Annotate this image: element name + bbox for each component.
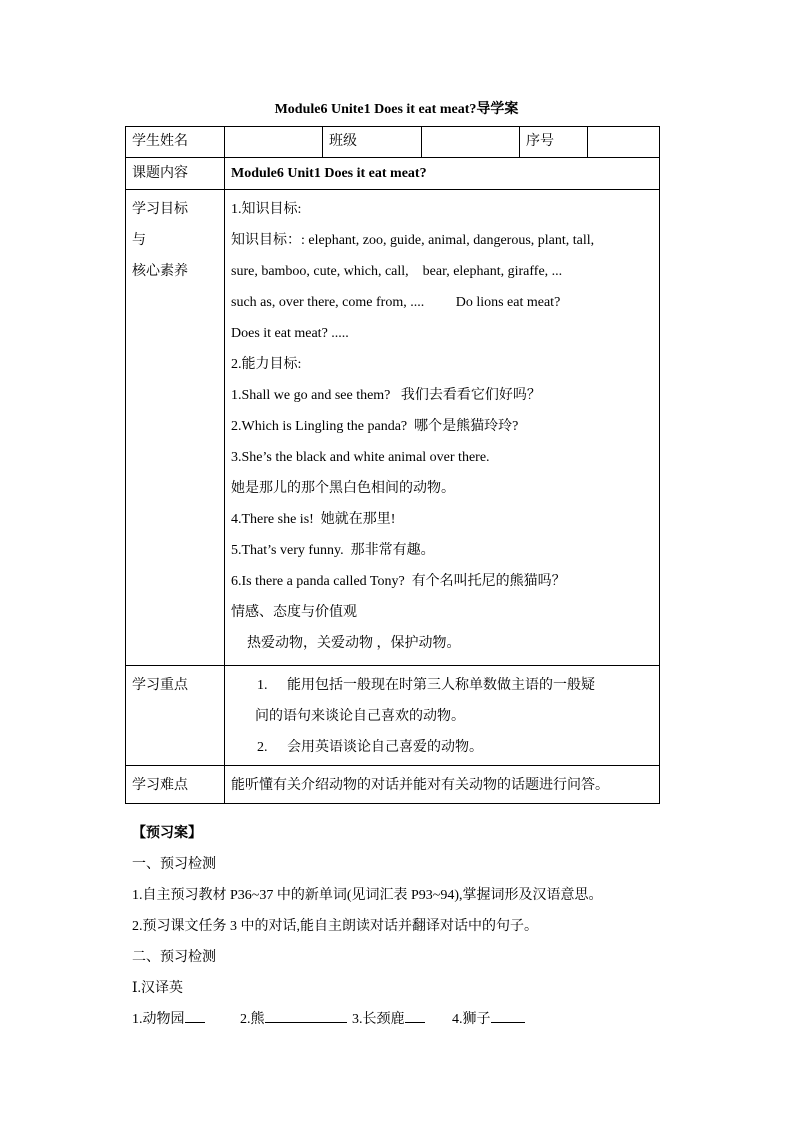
preview-item: 2.预习课文任务 3 中的对话,能自主朗读对话并翻译对话中的句子。 <box>132 919 538 934</box>
goal-line: 1.Shall we go and see them? 我们去看看它们好吗？ <box>231 388 541 403</box>
seat-number-label: 序号 <box>520 127 588 158</box>
answer-blank-1[interactable] <box>185 1008 205 1023</box>
goal-line: 她是那儿的那个黑白色相间的动物。 <box>231 481 455 496</box>
key-points-row <box>126 666 660 766</box>
class-field[interactable] <box>422 127 520 158</box>
section-heading: 一、预习检测 <box>132 857 216 872</box>
preview-section <box>132 818 732 1035</box>
goal-line: 2.Which is Lingling the panda? 哪个是熊猫玲玲? <box>231 419 519 434</box>
exercise-part-heading: Ⅰ.汉译英 <box>132 981 184 996</box>
study-plan-table <box>125 126 660 804</box>
goal-line: 5.That’s very funny. 那非常有趣。 <box>231 543 435 558</box>
goals-label-line: 学习目标 <box>132 202 188 217</box>
question-4: 4.狮子 <box>452 1012 491 1027</box>
question-2: 2.熊 <box>240 1012 265 1027</box>
goal-line: 知识目标：: elephant, zoo, guide, animal, dangerous, plant, tall, <box>231 233 595 248</box>
key-points-content <box>225 666 660 766</box>
answer-blank-3[interactable] <box>405 1008 425 1023</box>
header-row <box>126 127 660 158</box>
goal-line: sure, bamboo, cute, which, call, bear, elephant, giraffe, ... <box>231 264 563 279</box>
section-heading: 二、预习检测 <box>132 950 216 965</box>
difficulty-row <box>126 766 660 804</box>
difficulty-label: 学习难点 <box>126 766 225 804</box>
goal-line: 3.She’s the black and white animal over there. <box>231 450 490 465</box>
key-points-label: 学习重点 <box>126 666 225 766</box>
topic-label: 课题内容 <box>126 158 225 190</box>
translation-questions <box>132 1004 732 1035</box>
difficulty-text: 能听懂有关介绍动物的对话并能对有关动物的话题进行问答。 <box>225 766 660 804</box>
key-item-number: 1. <box>257 678 268 693</box>
topic-value: Module6 Unit1 Does it eat meat? <box>225 158 660 190</box>
goal-line: such as, over there, come from, .... Do lions eat meat? <box>231 295 561 310</box>
goal-line: 情感、态度与价值观 <box>231 605 357 620</box>
goal-line: 2.能力目标: <box>231 357 302 372</box>
class-label: 班级 <box>323 127 422 158</box>
key-item-text: 会用英语谈论自己喜爱的动物。 <box>287 740 483 755</box>
key-item-text: 能用包括一般现在时第三人称单数做主语的一般疑 <box>287 678 595 693</box>
document-title: Module6 Unite1 Does it eat meat?导学案 <box>274 102 519 117</box>
seat-number-field[interactable] <box>588 127 660 158</box>
goal-line: 6.Is there a panda called Tony? 有个名叫托尼的熊猫吗？ <box>231 574 566 589</box>
question-1: 1.动物园 <box>132 1012 185 1027</box>
key-item-number: 2. <box>257 740 268 755</box>
preview-heading: 【预习案】 <box>132 826 202 841</box>
answer-blank-2[interactable] <box>265 1008 347 1023</box>
goal-line: 1.知识目标: <box>231 202 302 217</box>
key-item-continuation: 问的语句来谈论自己喜欢的动物。 <box>255 709 465 724</box>
goal-line: 热爱动物，关爱动物 ，保护动物。 <box>247 636 461 651</box>
goals-label-line: 与 <box>132 233 146 248</box>
goals-row <box>126 190 660 666</box>
goals-content <box>225 190 660 666</box>
goals-label-line: 核心素养 <box>132 264 188 279</box>
answer-blank-4[interactable] <box>491 1008 525 1023</box>
goals-label <box>126 190 225 666</box>
question-3: 3.长颈鹿 <box>352 1012 405 1027</box>
student-name-label: 学生姓名 <box>126 127 225 158</box>
topic-row <box>126 158 660 190</box>
preview-item: 1.自主预习教材 P36~37 中的新单词(见词汇表 P93~94),掌握词形及汉语意思。 <box>132 888 603 903</box>
student-name-field[interactable] <box>225 127 323 158</box>
goal-line: Does it eat meat? ..... <box>231 326 349 341</box>
goal-line: 4.There she is! 她就在那里! <box>231 512 396 527</box>
